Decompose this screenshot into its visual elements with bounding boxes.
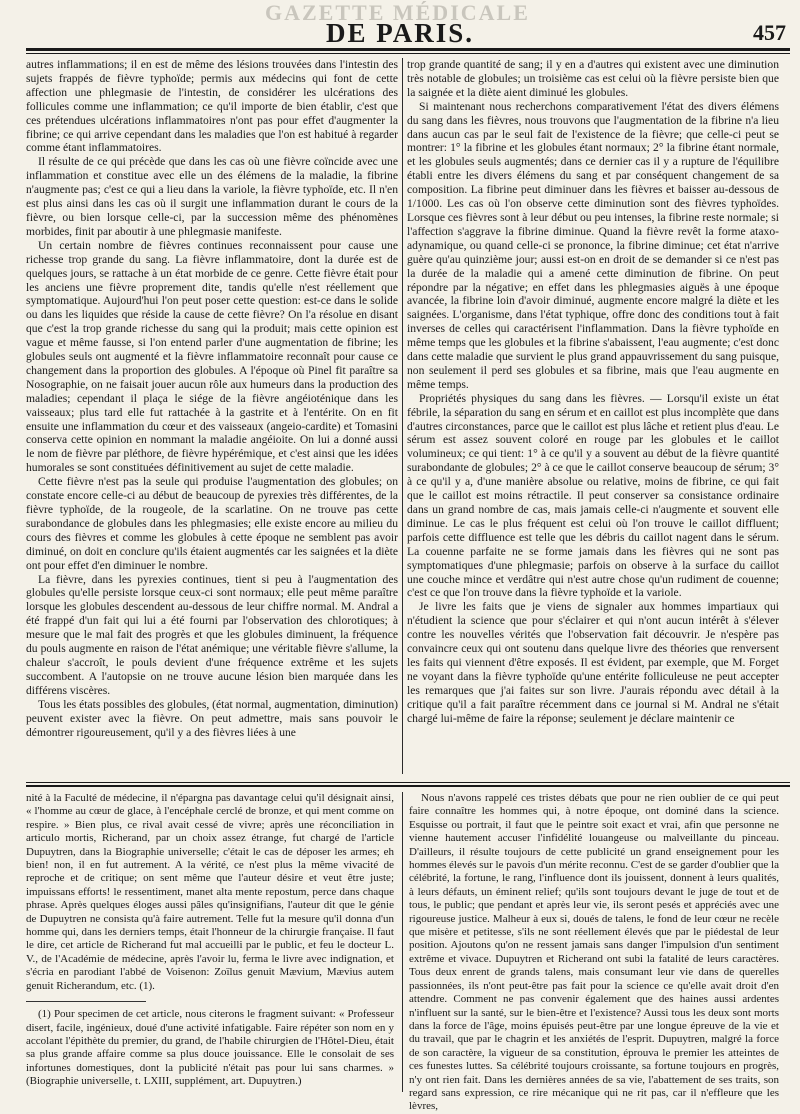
feuilleton-column-divider bbox=[402, 792, 403, 1092]
paragraph: trop grande quantité de sang; il y en a d'autres qui existent avec une diminution très notable de globules; un troisième cas est celui où la fièvre persiste bien que la saignée et la diète aient diminué les globules. bbox=[407, 58, 779, 99]
paragraph: Il résulte de ce qui précède que dans les cas où une fièvre coïncide avec une inflammation et constitue avec elle un des élémens de la maladie, la fibrine n'augmente pas; c'est ce qui a lieu dans la variole, la fièvre typhoïde, etc. Il n'en est plus ainsi dans les cas où il surgit une inflammation durant le cours de la fièvre, ou bien lorsque celle-ci, par la succession même des phénomènes morbides, finit par aboutir à une phlegmasie manifeste. bbox=[26, 155, 398, 238]
footnote: (1) Pour specimen de cet article, nous citerons le fragment suivant: « Professeur disert, facile, ingénieux, doué d'une activité infatigable. Faire répéter son nom en y accolant l'épithète du premier, du grand, de l'habile chirurgien de l'Hôtel-Dieu, était sa plus grande affaire comme sa plus douce jouissance. Elle le consolait de ses infortunes domestiques, dont la publicité n'était pas pour lui sans charmes. » (Biographie universelle, t. LXIII, supplément, art. Dupuytren.) bbox=[26, 1008, 394, 1088]
footnote-rule bbox=[26, 1001, 146, 1002]
left-column bbox=[26, 58, 398, 774]
bleed-through-text: GAZETTE MÉDICALE bbox=[265, 0, 530, 25]
header-rule-thick bbox=[26, 48, 790, 51]
header-rule-thin bbox=[26, 53, 790, 54]
paragraph: La fièvre, dans les pyrexies continues, tient si peu à l'augmentation des globules qu'elle persiste lorsque ceux-ci sont normaux; elle peut même paraître lorsque les globules descendent au-dessous de leur chiffre normal. M. Andral a été frappé d'un fait qui lui a été fourni par l'observation des chlorotiques; à mesure que le mal fait des progrès et que les globules diminuent, la fréquence du pouls augmente en raison de l'état anémique; une véritable fièvre s'allume, la chaleur s'accroît, le pouls devient d'une fréquence extrême et les sujets succombent. A l'autopsie on ne trouve aucune lésion bien marquée dans les différens viscères. bbox=[26, 572, 398, 697]
feuilleton-left-column bbox=[26, 792, 394, 1092]
feuilleton-rule-thick bbox=[26, 785, 790, 787]
feuilleton-rule-thin bbox=[26, 782, 790, 783]
masthead-title: DE PARIS. bbox=[325, 18, 475, 48]
paragraph: nité à la Faculté de médecine, il n'épargna pas davantage celui qu'il désignait ainsi, « l'homme au cœur de glace, à l'encéphale cerclé de bronze, et qui ment comme on respire. » Bien plus, ce rival avait cessé de vivre; après une réconciliation in articulo mortis, Richerand, par un choix assez étrange, fut chargé de l'article Dupuytren, dans la Biographie universelle; c'était le cas de déposer les armes; eh bien! non, il en fut autrement. A la vérité, ce n'est plus la même vivacité de reproche et de critique; on sent même que l'auteur désire et veut être juste; impuissans efforts! le ressentiment, manet alta mente repostum, perce dans chaque phrase. Après quelques éloges aussi pâles qu'insignifians, l'auteur dit que le génie de Dupuytren ne consista qu'à faire autrement. Telle fut la mesure qu'il donna d'un homme qui, dans les derniers temps, était l'honneur de la chirurgie française. Il faut le dire, cet article de Richerand fut mal accueilli par le public, et feu le docteur L. V., de l'Académie de médecine, après l'avoir lu, ferma le livre avec indignation, et s'écria en parodiant l'abbé de Voisenon: Zoïlus genuit Mævium, Mævius autem genuit Richerandum, etc. (1). bbox=[26, 792, 394, 992]
paragraph: Propriétés physiques du sang dans les fièvres. — Lorsqu'il existe un état fébrile, la séparation du sang en sérum et en caillot est plus incomplète que dans d'autres circonstances, parce que le caillot est plus lâche et retient plus d'eau. Le sérum est assez souvent coloré en rouge par les globules et le caillot volumineux; ce qui tient: 1° à ce qu'il y a souvent au début de la fièvre quantité surabondante de globules; 2° à ce que le caillot conserve beaucoup de sérum; 3° à ce qu'il y a, d'une manière absolue ou relative, moins de fibrine, ce qui fait que le caillot est moins rétractile. Il peut conserver sa consistance ordinaire dans un grand nombre de cas, mais jamais celle-ci n'augmente et souvent elle diminue. Le cas le plus fréquent est celui où l'on trouve le caillot diffluent; parfois cette diffluence est telle que les débris du caillot nagent dans le sérum. La couenne parfaite ne se forme jamais dans les fièvres qui ne sont pas symptomatiques d'une phlegmasie; parfois on observe à la surface du caillot une couche mince et verdâtre qui n'est autre chose qu'un rudiment de couenne; c'est ce que l'on trouve dans la fièvre typhoïde et la variole. bbox=[407, 391, 779, 600]
paragraph: Je livre les faits que je viens de signaler aux hommes impartiaux qui n'étudient la science que pour s'éclairer et qui n'ont aucun intérêt à s'élever contre les nouvelles vérités que l'observation fait découvrir. Je n'espère pas convaincre ceux qui ont soutenu dans quelque livre des théories que renversent les faits qui viennent d'être exposés. Il est évident, par exemple, que M. Forget ne voyant dans la fièvre typhoïde qu'une entérite folliculeuse ne peut accepter les remarques que j'ai faites sur son livre. J'aurais répondu avec détail à la critique qu'il a fait paraître récemment dans ce journal si M. Andral ne s'était chargé lui-même de faire la réponse; seulement je déclare maintenir ce bbox=[407, 600, 779, 725]
paragraph: Cette fièvre n'est pas la seule qui produise l'augmentation des globules; on constate encore celle-ci au début de beaucoup de pyrexies très différentes, de la fièvre typhoïde, de la rougeole, de la scarlatine. On ne trouve pas cette surabondance de globules dans les phlegmasies; elle existe encore au milieu du cours des fièvres et comme les globules à cette époque ne semblent pas avoir diminué, on doit en conclure qu'ils étaient augmentés car les saignées et la diète ont pour effet d'en diminuer le nombre. bbox=[26, 475, 398, 572]
feuilleton-right-column bbox=[409, 792, 779, 1113]
paragraph: Tous les états possibles des globules, (état normal, augmentation, diminution) peuvent exister avec la fièvre. On peut admettre, mais sans pouvoir le démontrer rigoureusement, qu'il y a des fièvres liées à une bbox=[26, 697, 398, 739]
paragraph: Nous n'avons rappelé ces tristes débats que pour ne rien oublier de ce qui peut faire connaître les hommes qui, à notre époque, ont dominé dans la science. Esquisse ou portrait, il faut que le peintre soit exact et vrai, afin que personne ne vienne hautement accuser l'infidélité louangeuse ou malveillante du pinceau. D'ailleurs, il résulte toujours de cette publicité un grand enseignement pour les hommes élevés sur le pavois d'un mérite reconnu. C'est de se garder d'oublier que la célébrité, la fortune, le rang, l'influence dont ils jouissent, donnent à leurs qualités, à leurs défauts, un éminent relief; qu'ils sont toujours devant le juge de tout et de tous, le public; que pendant et après leur vie, ils seront pesés et appréciés avec une rigoureuse justice. Malheur à eux si, doués de talens, le fond de leur cœur ne recèle que misère et petitesse, s'ils ne sont réellement élevés que par le piédestal de leur position. Ajoutons qu'on ne ressent jamais sans danger l'impulsion d'un sentiment extrême et vivace. Dupuytren et Richerand ont subi la fatalité de leurs caractères. Tous deux enrent de grands talens, mais consumant leur vie dans de querelles passionnées, ils n'ont peut-être pas fait pour la science ce qu'elle avait droit d'en attendre. Comment ne pas convenir également que des haines aussi ardentes n'influent sur la santé, sur le bien-être et l'existence? Aussi tous les deux sont morts dans la force de l'âge, moins épuisés peut-être par une longue épreuve de la vie et du travail, que par le chagrin et les anxiétés de l'esprit. Dupuytren, malgré la force de son caractère, la vigueur de sa constitution, éprouva le premier les atteintes de ces funestes luttes. Sa célébrité toujours croissante, sa fortune toujours en progrès, n'y ont rien fait. Dans les dernières années de sa vie, l'abattement de ses traits, son regard sans expression, ce rire mécanique qui ne rit pas, car il n'effleure que les lèvres, bbox=[409, 792, 779, 1113]
right-column bbox=[407, 58, 779, 774]
column-divider bbox=[402, 58, 403, 774]
page-header bbox=[0, 0, 800, 52]
paragraph: autres inflammations; il en est de même des lésions trouvées dans l'intestin des sujets frappés de fièvre typhoïde; permis aux médecins qui font de cette affection une phlegmasie de l'intestin, de considérer les ulcérations des follicules comme une inflammation; ce qu'il importe de bien établir, c'est que ces prétendues ulcérations inflammatoires n'ont pas pour effet d'augmenter la fibrine; ce qui arrive cependant dans les maladies que l'on est habitué à regarder comme étant inflammatoires. bbox=[26, 58, 398, 155]
page-number: 457 bbox=[753, 20, 786, 45]
paragraph: Si maintenant nous recherchons comparativement l'état des divers élémens du sang dans les fièvres, nous trouvons que l'augmentation de la fibrine n'a lieu dans aucun cas par le seul fait de l'existence de la fièvre; que celle-ci peut se montrer: 1° la fibrine et les globules étant normaux; 2° la fibrine étant normale, et les globules seuls augmentés; dans ce dernier cas il y a rupture de l'équilibre établi entre les divers élémens du sang et par conséquent changement de sa composition. La fibrine peut diminuer dans les fièvres et baisser au-dessous de 1/1000. Les cas où l'on observe cette diminution sont des fièvres typhoïdes. Lorsque ces fièvres sont à leur début ou peu intenses, la fibrine reste normale; si l'affection s'aggrave la fibrine diminue. Quand la fièvre revêt la forme ataxo-adynamique, ou quand celle-ci se prononce, la fibrine diminue; cet état n'arrive guère qu'au quinzième jour; aussi est-on en droit de se demander si ce n'est pas la durée de la maladie qui a amené cette diminution de fibrine. On peut répondre par la négative; en effet dans les phlegmasies aiguës à une époque avancée, la fibrine loin d'avoir diminué, augmente encore malgré la diète et les saignées. L'organisme, dans l'état typhique, offre donc des conditions tout à fait inverses de celles qui caractérisent l'inflammation. Dans la fièvre typhoïde en même temps que les globules et la fibrine s'abaissent, l'eau augmente; c'est donc dans cette maladie que survient le plus grand appauvrissement du sang puisque, non seulement il perd ses globules et sa fibrine, mais que l'eau augmente en même temps. bbox=[407, 99, 779, 391]
paragraph: Un certain nombre de fièvres continues reconnaissent pour cause une richesse trop grande du sang. La fièvre inflammatoire, dont la durée est de quelques jours, se rattache à un état morbide de ce genre. Cette fièvre était pour les anciens une fièvre proprement dite, tandis qu'elle n'est réellement que symptomatique. Aujourd'hui l'on peut poser cette question: est-ce dans le solide ou dans les liquides que réside la cause de cette fièvre? On l'a résolue en disant que c'est la trop grande richesse du sang qui la produit; mais cette opinion est vague et même fausse, si l'on entend parler d'une augmentation de fibrine; les globules seuls ont augmenté et la fièvre inflammatoire reconnaît pour cause ce changement dans la proportion des globules. A l'époque où Pinel fit paraître sa Nosographie, on ne faisait jouer aucun rôle aux humeurs dans la production des maladies; cependant il plaça le siége de la fièvre angéioténique dans les vaisseaux; plus tard elle fut rattachée à la gastrite et à l'entérite. On en fit ensuite une inflammation du cœur et des vaisseaux (angeio-cardite) et Tomasini conserva cette opinion en nommant la maladie angéioite. On lui a donné aussi le nom de fièvre par pléthore, de fièvre hypérémique, et c'est ainsi que les idées humorales se sont constituées définitivement au sujet de cette maladie. bbox=[26, 238, 398, 475]
